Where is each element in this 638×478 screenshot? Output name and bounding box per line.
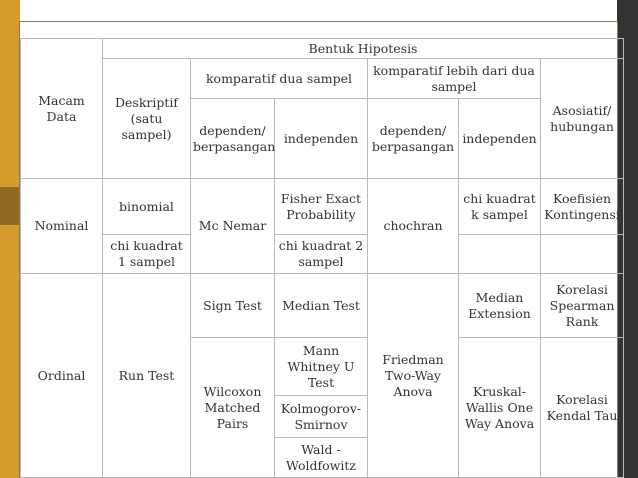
header-komparatif-dua: komparatif dua sampel xyxy=(191,59,368,99)
ordinal-dua-dependen-1: Sign Test xyxy=(191,274,275,338)
nominal-label: Nominal xyxy=(21,179,103,274)
header-deskriptif-sub: (satu sampel) xyxy=(121,110,172,142)
left-accent-bar xyxy=(0,0,20,478)
nominal-dua-dependen: Mc Nemar xyxy=(191,179,275,274)
nominal-deskriptif-1: binomial xyxy=(103,179,191,235)
header-bentuk-hipotesis: Bentuk Hipotesis xyxy=(103,39,624,59)
nominal-deskriptif-2: chi kuadrat 1 sampel xyxy=(103,235,191,274)
header-independen-1: independen xyxy=(275,99,368,179)
nominal-lebih-independen-empty xyxy=(459,235,541,274)
ordinal-lebih-dependen: Friedman Two-Way Anova xyxy=(368,274,459,478)
ordinal-lebih-independen-1: Median Extension xyxy=(459,274,541,338)
ordinal-dua-dependen-2: Wilcoxon Matched Pairs xyxy=(191,338,275,478)
header-asosiatif: Asosiatif/ hubungan xyxy=(541,59,624,179)
nominal-dua-independen-1: Fisher Exact Probability xyxy=(275,179,368,235)
ordinal-dua-independen-2: Mann Whitney U Test xyxy=(275,338,368,396)
header-dependen-berpasangan-1: dependen/ berpasangan xyxy=(191,99,275,179)
nominal-dua-independen-2: chi kuadrat 2 sampel xyxy=(275,235,368,274)
ordinal-dua-independen-1: Median Test xyxy=(275,274,368,338)
header-dependen-berpasangan-2: dependen/ berpasangan xyxy=(368,99,459,179)
header-deskriptif-label: Deskriptif xyxy=(114,94,179,110)
nominal-lebih-independen: chi kuadrat k sampel xyxy=(459,179,541,235)
header-komparatif-lebih: komparatif lebih dari dua sampel xyxy=(368,59,541,99)
slide-top xyxy=(20,0,617,22)
ordinal-deskriptif: Run Test xyxy=(103,274,191,478)
ordinal-asosiatif-1: Korelasi Spearman Rank xyxy=(541,274,624,338)
hypothesis-table xyxy=(20,38,624,478)
ordinal-lebih-independen-2: Kruskal-Wallis One Way Anova xyxy=(459,338,541,478)
left-accent-strip xyxy=(0,187,20,225)
nominal-asosiatif: Koefisien Kontingensi xyxy=(541,179,624,235)
header-independen-2: independen xyxy=(459,99,541,179)
ordinal-dua-independen-3: Kolmogorov-Smirnov xyxy=(275,396,368,438)
header-deskriptif xyxy=(103,59,191,179)
header-macam-data: Macam Data xyxy=(21,39,103,179)
nominal-asosiatif-empty xyxy=(541,235,624,274)
nominal-lebih-dependen: chochran xyxy=(368,179,459,274)
ordinal-asosiatif-2: Korelasi Kendal Tau xyxy=(541,338,624,478)
ordinal-label: Ordinal xyxy=(21,274,103,478)
ordinal-dua-independen-4: Wald - Woldfowitz xyxy=(275,438,368,478)
